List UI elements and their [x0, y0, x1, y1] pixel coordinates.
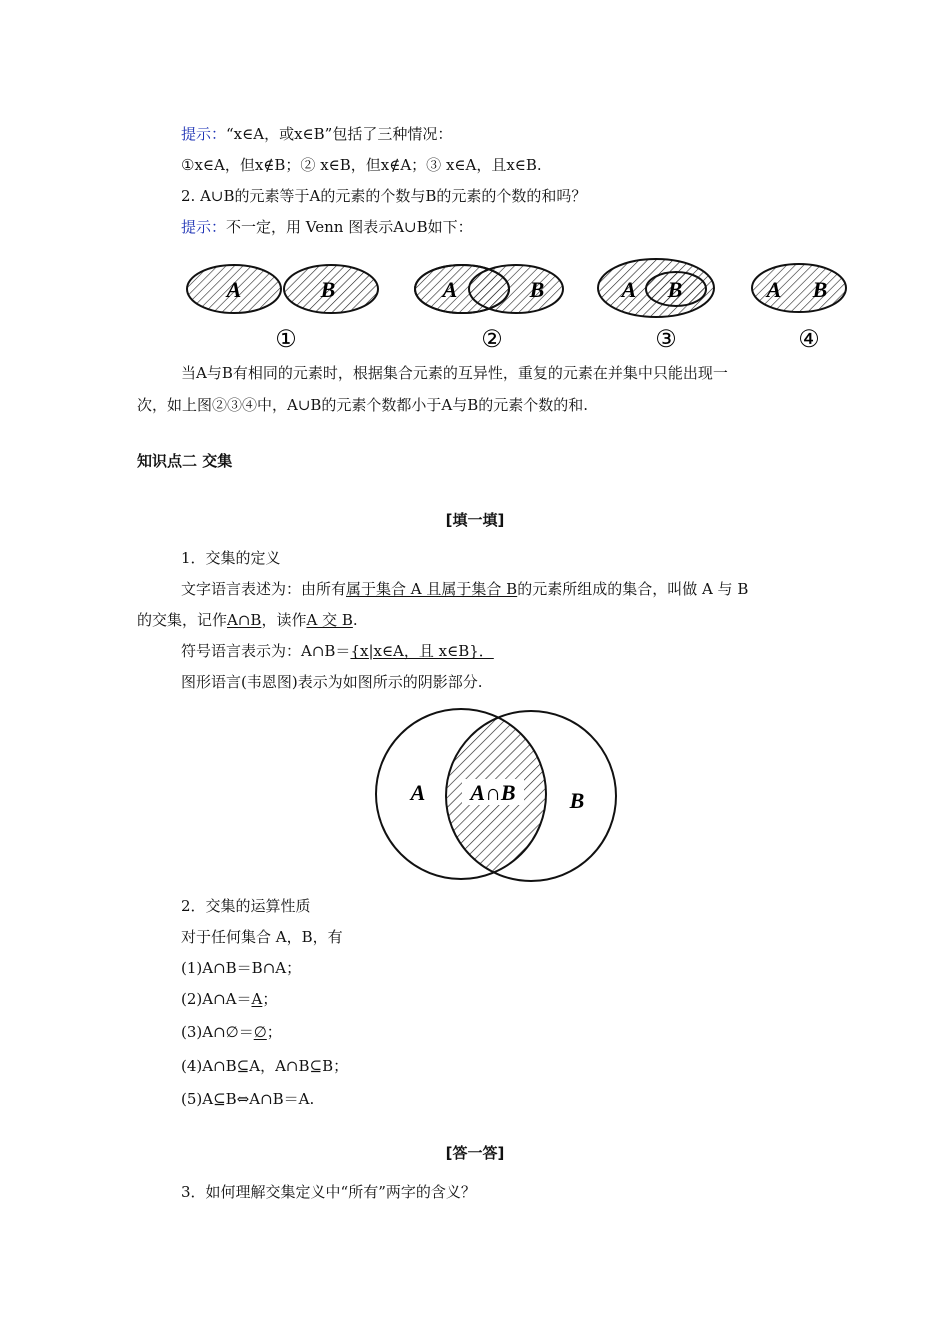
text: 文字语言表述为：由所有: [181, 580, 347, 598]
union-paragraph-line-2: 次，如上图②③④中，A∪B的元素个数都小于A与B的元素个数的和.: [137, 396, 589, 414]
question-2: 2. A∪B的元素等于A的元素的个数与B的元素的个数的和吗？: [181, 187, 587, 205]
venn-case-2: [415, 265, 563, 353]
intersection-venn-diagram: [370, 706, 622, 888]
venn-case-4: [752, 264, 846, 353]
set-b-label: B: [320, 277, 336, 302]
text: 符号语言表示为：A∩B＝: [181, 642, 351, 660]
fill-blank: A: [251, 990, 263, 1008]
hint-line-1: [181, 124, 452, 144]
question-3: 3．如何理解交集定义中“所有”两字的含义？: [181, 1183, 476, 1201]
text: (2)A∩A＝: [181, 990, 252, 1008]
set-a-label: A: [621, 277, 637, 302]
venn-case-1: [187, 265, 378, 353]
case-number: ①: [275, 327, 297, 353]
case-number: ③: [655, 327, 677, 353]
hint-label: 提示：: [181, 125, 227, 143]
set-a-label: A: [766, 277, 782, 302]
text-language-line-1: [181, 579, 748, 599]
hint-label: 提示：: [181, 218, 227, 236]
intersection-label: A∩B: [470, 780, 516, 805]
text: 的元素所组成的集合，叫做 A 与 B: [517, 580, 749, 598]
set-b-label: B: [569, 788, 585, 813]
symbol-language-line: [181, 641, 494, 661]
cases-line: ①x∈A，但x∉B；② x∈B，但x∉A；③ x∈A，且x∈B.: [181, 156, 542, 174]
property-5: (5)A⊆B⇔A∩B＝A.: [181, 1090, 315, 1108]
text: 的交集，记作: [137, 611, 228, 629]
fill-blank: ∅: [253, 1023, 267, 1041]
case-number: ②: [481, 327, 503, 353]
graphic-language-line: 图形语言(韦恩图)表示为如图所示的阴影部分.: [181, 673, 483, 691]
set-a-label: A: [442, 277, 458, 302]
set-b-label: B: [529, 277, 545, 302]
answer-heading: [答一答]: [445, 1144, 505, 1162]
fill-heading: [填一填]: [445, 511, 505, 529]
fill-blank: {x|x∈A，且 x∈B}．: [350, 642, 494, 660]
section-title: 知识点二 交集: [137, 452, 233, 470]
fill-blank: A∩B: [227, 611, 262, 629]
set-a-label: A: [410, 780, 426, 805]
union-paragraph-line-1: 当A与B有相同的元素时，根据集合元素的互异性，重复的元素在并集中只能出现一: [181, 364, 728, 382]
hint-text: “x∈A，或x∈B”包括了三种情况：: [226, 125, 453, 143]
union-venn-diagrams: [180, 252, 860, 354]
property-1: (1)A∩B＝B∩A；: [181, 959, 302, 977]
set-a-label: A: [226, 277, 242, 302]
property-3: [181, 1022, 282, 1042]
fill-blank: 属于集合 A 且属于集合 B: [346, 580, 518, 598]
text: ，读作: [261, 611, 307, 629]
case-number: ④: [798, 327, 820, 353]
property-2: [181, 989, 277, 1009]
hint-text: 不一定，用 Venn 图表示A∪B如下：: [226, 218, 473, 236]
definition-title: 1．交集的定义: [181, 549, 281, 567]
properties-intro: 对于任何集合 A，B，有: [181, 928, 343, 946]
text: ；: [262, 990, 278, 1008]
fill-blank: A 交 B: [306, 611, 353, 629]
venn-case-3: [598, 259, 714, 353]
set-b-label: B: [812, 277, 828, 302]
properties-title: 2．交集的运算性质: [181, 897, 311, 915]
text-language-line-2: [137, 610, 358, 630]
text: ；: [266, 1023, 282, 1041]
text: (3)A∩∅＝: [181, 1023, 254, 1041]
set-b-label: B: [667, 277, 683, 302]
hint-line-2: [181, 217, 473, 237]
text: .: [352, 611, 358, 629]
property-4: (4)A∩B⊆A，A∩B⊆B；: [181, 1057, 349, 1075]
